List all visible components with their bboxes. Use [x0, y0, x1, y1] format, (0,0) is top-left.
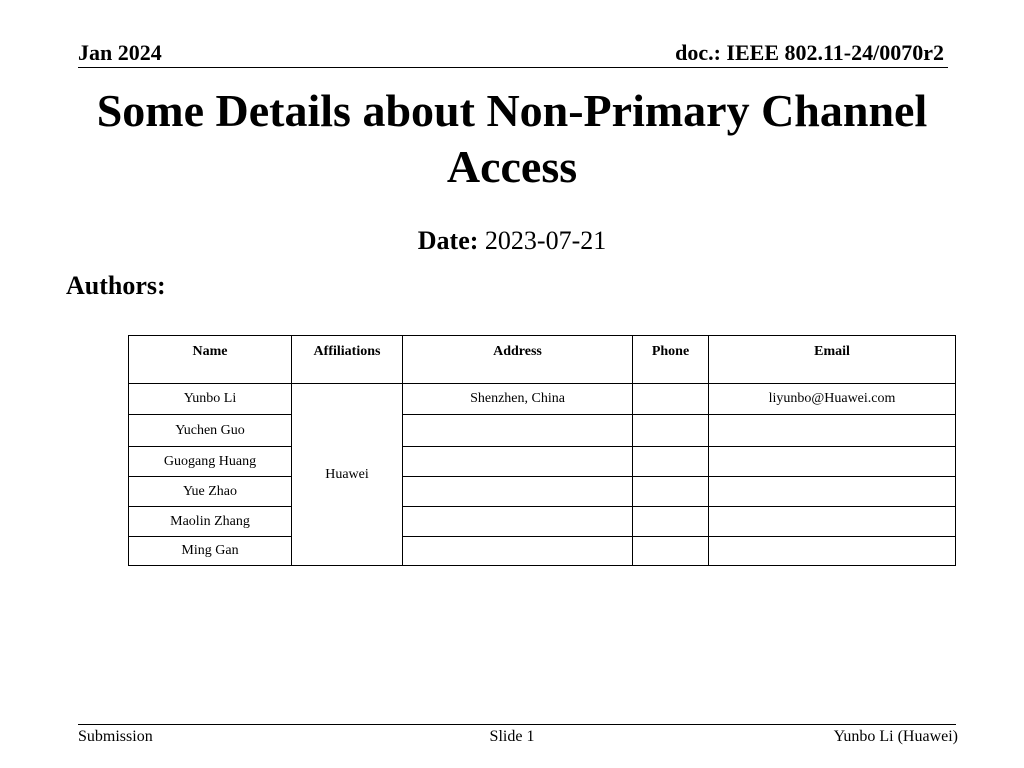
author-name: Yunbo Li [129, 384, 292, 415]
author-name: Ming Gan [129, 537, 292, 566]
header-email: Email [709, 336, 956, 384]
authors-label: Authors: [66, 271, 166, 300]
header-doc-id: doc.: IEEE 802.11-24/0070r2 [675, 40, 944, 65]
header-affiliations: Affiliations [292, 336, 403, 384]
header-phone: Phone [633, 336, 709, 384]
author-email [709, 415, 956, 447]
table-row [129, 447, 956, 477]
author-address [403, 447, 633, 477]
author-name: Yue Zhao [129, 477, 292, 507]
author-email: liyunbo@Huawei.com [709, 384, 956, 415]
footer-slide-number: Slide 1 [489, 728, 535, 745]
author-email [709, 447, 956, 477]
author-address [403, 507, 633, 537]
author-phone [633, 415, 709, 447]
footer-submission: Submission [78, 728, 153, 745]
author-address [403, 537, 633, 566]
date-line [0, 226, 1024, 256]
author-phone [633, 477, 709, 507]
date-value: 2023-07-21 [484, 226, 607, 255]
header-rule [78, 67, 948, 68]
author-address: Shenzhen, China [403, 384, 633, 415]
author-affiliation: Huawei [292, 384, 403, 566]
author-phone [633, 384, 709, 415]
header-address: Address [403, 336, 633, 384]
author-email [709, 477, 956, 507]
author-phone [633, 507, 709, 537]
footer-rule [78, 724, 956, 725]
author-email [709, 537, 956, 566]
footer-author: Yunbo Li (Huawei) [833, 728, 958, 745]
author-name: Maolin Zhang [129, 507, 292, 537]
table-row [129, 537, 956, 566]
slide-title: Some Details about Non-Primary Channel Access [96, 85, 928, 192]
author-phone [633, 537, 709, 566]
table-row [129, 507, 956, 537]
table-header-row [129, 336, 956, 384]
table-row [129, 415, 956, 447]
author-address [403, 415, 633, 447]
author-name: Yuchen Guo [129, 415, 292, 447]
author-address [403, 477, 633, 507]
author-phone [633, 447, 709, 477]
date-label: Date: [417, 226, 479, 255]
authors-table [128, 335, 956, 566]
header-name: Name [129, 336, 292, 384]
author-email [709, 507, 956, 537]
author-name: Guogang Huang [129, 447, 292, 477]
table-row [129, 384, 956, 415]
header-date: Jan 2024 [78, 40, 162, 65]
table-row [129, 477, 956, 507]
